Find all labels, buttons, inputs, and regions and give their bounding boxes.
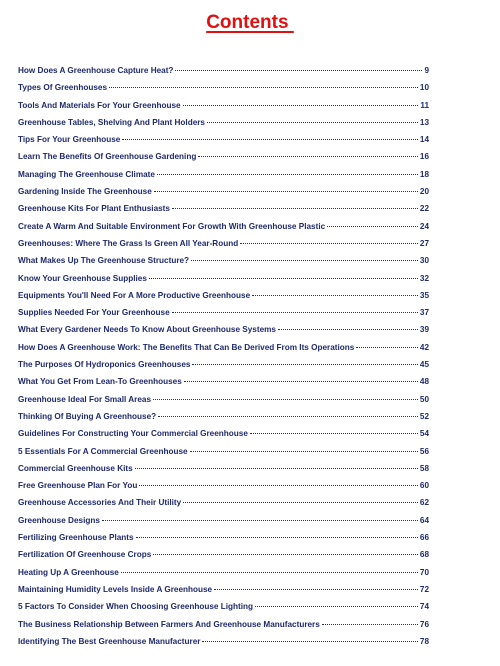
toc-entry-title: Equipments You'll Need For A More Productive Greenhouse xyxy=(18,290,251,300)
dot-leader xyxy=(240,243,418,244)
dot-leader xyxy=(214,589,418,590)
toc-entry[interactable] xyxy=(18,637,429,654)
toc-entry-page-number: 74 xyxy=(419,602,429,612)
toc-entry[interactable] xyxy=(18,83,429,100)
toc-entry-title: Fertilization Of Greenhouse Crops xyxy=(18,550,152,560)
toc-entry-page-number: 45 xyxy=(419,360,429,370)
dot-leader xyxy=(184,381,418,382)
toc-entry-page-number: 66 xyxy=(419,533,429,543)
toc-entry-title: 5 Essentials For A Commercial Greenhouse xyxy=(18,446,188,456)
toc-entry-page-number: 52 xyxy=(419,411,429,421)
toc-entry-page-number: 13 xyxy=(419,117,429,127)
toc-entry-title: Identifying The Best Greenhouse Manufacturer xyxy=(18,636,201,646)
toc-entry-page-number: 78 xyxy=(419,636,429,646)
toc-entry[interactable] xyxy=(18,481,429,498)
toc-entry[interactable] xyxy=(18,274,429,291)
dot-leader xyxy=(154,191,418,192)
toc-entry[interactable] xyxy=(18,187,429,204)
toc-entry-title: Managing The Greenhouse Climate xyxy=(18,169,155,179)
toc-entry-page-number: 48 xyxy=(419,377,429,387)
toc-entry-page-number: 24 xyxy=(419,221,429,231)
toc-entry-title: Heating Up A Greenhouse xyxy=(18,567,119,577)
toc-entry[interactable] xyxy=(18,377,429,394)
toc-entry-title: Maintaining Humidity Levels Inside A Greenhouse xyxy=(18,584,213,594)
dot-leader xyxy=(183,502,418,503)
dot-leader xyxy=(139,485,418,486)
dot-leader xyxy=(255,606,418,607)
toc-entry-page-number: 70 xyxy=(419,567,429,577)
toc-entry-page-number: 58 xyxy=(419,463,429,473)
toc-entry-title: Create A Warm And Suitable Environment For Growth With Greenhouse Plastic xyxy=(18,221,326,231)
toc-entry-title: Greenhouse Designs xyxy=(18,515,100,525)
toc-entry-page-number: 32 xyxy=(419,273,429,283)
dot-leader xyxy=(175,70,422,71)
toc-entry-page-number: 35 xyxy=(419,290,429,300)
toc-entry-page-number: 27 xyxy=(419,238,429,248)
toc-entry-page-number: 20 xyxy=(419,187,429,197)
toc-entry[interactable] xyxy=(18,152,429,169)
toc-entry-page-number: 39 xyxy=(419,325,429,335)
toc-entry-page-number: 72 xyxy=(419,584,429,594)
toc-entry-page-number: 76 xyxy=(419,619,429,629)
dot-leader xyxy=(109,87,418,88)
toc-entry-title: 5 Factors To Consider When Choosing Greenhouse Lighting xyxy=(18,602,254,612)
toc-entry-page-number: 54 xyxy=(419,429,429,439)
toc-entry-title: Greenhouses: Where The Grass Is Green All Year-Round xyxy=(18,238,239,248)
dot-leader xyxy=(192,364,417,365)
toc-entry[interactable] xyxy=(18,291,429,308)
dot-leader xyxy=(250,433,418,434)
toc-entry[interactable] xyxy=(18,533,429,550)
dot-leader xyxy=(153,554,418,555)
toc-entry-page-number: 14 xyxy=(419,135,429,145)
page-title: Contents xyxy=(206,12,294,33)
toc-entry-title: Supplies Needed For Your Greenhouse xyxy=(18,308,170,318)
toc-entry[interactable] xyxy=(18,395,429,412)
toc-entry-title: What You Get From Lean-To Greenhouses xyxy=(18,377,182,387)
toc-entry-title: The Business Relationship Between Farmers And Greenhouse Manufacturers xyxy=(18,619,320,629)
dot-leader xyxy=(278,329,418,330)
toc-entry[interactable] xyxy=(18,118,429,135)
toc-entry[interactable] xyxy=(18,429,429,446)
toc-entry[interactable] xyxy=(18,412,429,429)
table-of-contents xyxy=(18,66,429,654)
toc-entry-title: Know Your Greenhouse Supplies xyxy=(18,273,147,283)
toc-entry-title: Guidelines For Constructing Your Commercial Greenhouse xyxy=(18,429,248,439)
toc-entry-page-number: 22 xyxy=(419,204,429,214)
toc-entry[interactable] xyxy=(18,568,429,585)
toc-entry[interactable] xyxy=(18,585,429,602)
toc-entry-page-number: 64 xyxy=(419,515,429,525)
toc-entry[interactable] xyxy=(18,135,429,152)
toc-entry-title: Free Greenhouse Plan For You xyxy=(18,481,138,491)
toc-entry[interactable] xyxy=(18,602,429,619)
dot-leader xyxy=(136,537,418,538)
dot-leader xyxy=(190,451,418,452)
dot-leader xyxy=(102,520,418,521)
toc-entry[interactable] xyxy=(18,620,429,637)
toc-entry[interactable] xyxy=(18,360,429,377)
dot-leader xyxy=(149,278,418,279)
toc-entry-title: Greenhouse Ideal For Small Areas xyxy=(18,394,152,404)
toc-entry-page-number: 68 xyxy=(419,550,429,560)
toc-entry-title: Commercial Greenhouse Kits xyxy=(18,463,133,473)
toc-entry[interactable] xyxy=(18,550,429,567)
dot-leader xyxy=(183,105,419,106)
toc-entry-title: The Purposes Of Hydroponics Greenhouses xyxy=(18,360,191,370)
toc-entry-title: Tips For Your Greenhouse xyxy=(18,135,121,145)
toc-entry-title: Learn The Benefits Of Greenhouse Gardening xyxy=(18,152,197,162)
toc-entry[interactable] xyxy=(18,308,429,325)
toc-entry[interactable] xyxy=(18,343,429,360)
toc-entry[interactable] xyxy=(18,222,429,239)
toc-entry-title: How Does A Greenhouse Work: The Benefits That Can Be Derived From Its Operations xyxy=(18,342,355,352)
toc-entry-title: Greenhouse Kits For Plant Enthusiasts xyxy=(18,204,170,214)
toc-entry-page-number: 60 xyxy=(419,481,429,491)
toc-entry-page-number: 62 xyxy=(419,498,429,508)
toc-entry[interactable] xyxy=(18,101,429,118)
dot-leader xyxy=(157,174,418,175)
toc-entry-title: Thinking Of Buying A Greenhouse? xyxy=(18,411,157,421)
dot-leader xyxy=(252,295,418,296)
toc-entry-page-number: 50 xyxy=(419,394,429,404)
toc-entry[interactable] xyxy=(18,498,429,515)
dot-leader xyxy=(327,226,418,227)
toc-entry-title: Greenhouse Tables, Shelving And Plant Holders xyxy=(18,117,205,127)
dot-leader xyxy=(191,260,418,261)
toc-entry[interactable] xyxy=(18,516,429,533)
toc-entry-page-number: 9 xyxy=(424,66,429,75)
dot-leader xyxy=(202,641,417,642)
toc-entry[interactable] xyxy=(18,239,429,256)
dot-leader xyxy=(158,416,418,417)
dot-leader xyxy=(198,156,418,157)
toc-entry[interactable] xyxy=(18,66,429,83)
toc-entry-title: Fertilizing Greenhouse Plants xyxy=(18,533,134,543)
toc-entry-page-number: 37 xyxy=(419,308,429,318)
toc-entry-page-number: 18 xyxy=(419,169,429,179)
toc-entry-page-number: 11 xyxy=(420,100,429,110)
toc-entry-title: Tools And Materials For Your Greenhouse xyxy=(18,100,181,110)
dot-leader xyxy=(356,347,418,348)
toc-entry-title: What Makes Up The Greenhouse Structure? xyxy=(18,256,190,266)
toc-entry[interactable] xyxy=(18,464,429,481)
dot-leader xyxy=(121,572,418,573)
toc-entry-title: Greenhouse Accessories And Their Utility xyxy=(18,498,182,508)
toc-entry-page-number: 16 xyxy=(419,152,429,162)
dot-leader xyxy=(322,624,418,625)
dot-leader xyxy=(207,122,418,123)
toc-entry-title: How Does A Greenhouse Capture Heat? xyxy=(18,66,174,75)
dot-leader xyxy=(153,399,418,400)
toc-entry-title: What Every Gardener Needs To Know About Greenhouse Systems xyxy=(18,325,276,335)
toc-entry[interactable] xyxy=(18,447,429,464)
dot-leader xyxy=(172,312,418,313)
toc-entry[interactable] xyxy=(18,256,429,273)
toc-entry-page-number: 56 xyxy=(419,446,429,456)
dot-leader xyxy=(122,139,418,140)
toc-entry-page-number: 30 xyxy=(419,256,429,266)
dot-leader xyxy=(135,468,418,469)
dot-leader xyxy=(172,208,418,209)
toc-entry[interactable] xyxy=(18,170,429,187)
toc-entry-page-number: 10 xyxy=(419,83,429,93)
toc-entry[interactable] xyxy=(18,325,429,342)
toc-entry-title: Types Of Greenhouses xyxy=(18,83,108,93)
toc-entry-page-number: 42 xyxy=(419,342,429,352)
toc-entry-title: Gardening Inside The Greenhouse xyxy=(18,187,152,197)
toc-entry[interactable] xyxy=(18,204,429,221)
